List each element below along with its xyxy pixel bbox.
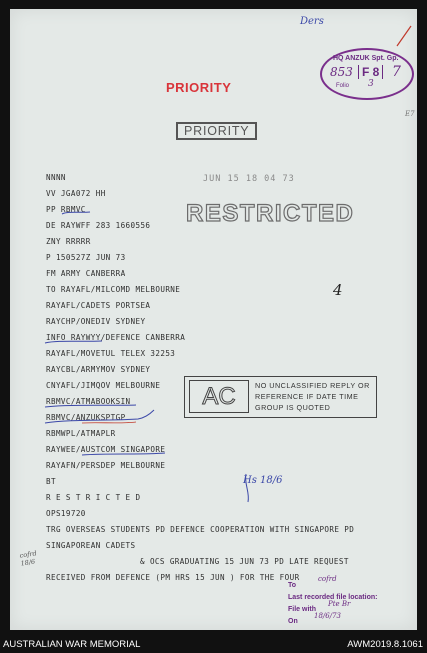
footer-institution: AUSTRALIAN WAR MEMORIAL: [3, 639, 141, 650]
telex-line: RAYAFL/MOVETUL TELEX 32253: [46, 349, 176, 358]
telex-line: BT: [46, 477, 56, 486]
telex-line: RAYAFL/CADETS PORTSEA: [46, 301, 151, 310]
telex-line: VV JGA072 HH: [46, 189, 106, 198]
telex-line: & OCS GRADUATING 15 JUN 73 PD LATE REQUEST: [140, 557, 349, 566]
archive-footer: [0, 637, 427, 653]
initials-note: Hs 18/6: [243, 475, 283, 486]
telex-line: FM ARMY CANBERRA: [46, 269, 126, 278]
ac-letters: AC: [189, 380, 249, 413]
telex-line: RAYAFN/PERSDEP MELBOURNE: [46, 461, 166, 470]
corner-note: Ders: [300, 16, 324, 27]
telex-line: ZNY RRRRR: [46, 237, 91, 246]
telex-line: RECEIVED FROM DEFENCE (PM HRS 15 JUN ) FOR THE FOUR: [46, 573, 300, 582]
priority-header: PRIORITY: [166, 80, 232, 95]
telex-line: RAYCHP/ONEDIV SYDNEY: [46, 317, 146, 326]
telex-line: RAYWEE/AUSTCOM SINGAPORE: [46, 445, 166, 454]
telex-line: RBMVC/ANZUKSPTGP: [46, 413, 126, 422]
telex-line: P 150527Z JUN 73: [46, 253, 126, 262]
telex-line: R E S T R I C T E D: [46, 493, 141, 502]
handwritten-mark: 4: [333, 281, 343, 299]
file-location-name: Pte Br: [328, 600, 351, 608]
date-stamp: JUN 15 18 04 73: [203, 174, 295, 184]
file-location-stamp: To Last recorded file location: File with On: [288, 582, 378, 625]
telex-line: TO RAYAFL/MILCOMD MELBOURNE: [46, 285, 181, 294]
ac-note: NO UNCLASSIFIED REPLY OR REFERENCE IF DATE TIME GROUP IS QUOTED: [255, 381, 370, 412]
telex-line: OPS19720: [46, 509, 86, 518]
telex-line: RAYCBL/ARMYMOV SYDNEY: [46, 365, 151, 374]
telex-line: INFO RAYWYY/DEFENCE CANBERRA: [46, 333, 186, 342]
page-mark: E7: [405, 110, 415, 118]
telex-line: RBMVC/ATMABOOKSIN: [46, 397, 131, 406]
telex-line: CNYAFL/JIMQOV MELBOURNE: [46, 381, 161, 390]
registry-stamp: HQ ANZUK Spt. Gp. 853 F 8 7 Folio 3: [320, 48, 414, 100]
priority-stamp: PRIORITY: [176, 122, 257, 140]
file-location-cofrd: cofrd: [318, 575, 337, 583]
telex-line: DE RAYWFF 283 1660556: [46, 221, 151, 230]
ac-stamp: [184, 376, 377, 418]
initials-stroke: [240, 470, 270, 510]
telex-line: TRG OVERSEAS STUDENTS PD DEFENCE COOPERATION WITH SINGAPORE PD: [46, 525, 355, 534]
telex-line: RBMWPL/ATMAPLR: [46, 429, 116, 438]
margin-note: cofrd 18/6: [19, 549, 38, 568]
corner-slash-mark: [395, 24, 415, 48]
telex-line: NNNN: [46, 173, 66, 182]
telex-line: PP RBMVC: [46, 205, 86, 214]
telex-line: SINGAPOREAN CADETS: [46, 541, 136, 550]
footer-accession-number: AWM2019.8.1061: [347, 639, 423, 650]
annotation-underlines: [40, 200, 190, 460]
file-location-date: 18/6/73: [314, 612, 341, 620]
restricted-stamp: RESTRICTED: [186, 200, 355, 227]
